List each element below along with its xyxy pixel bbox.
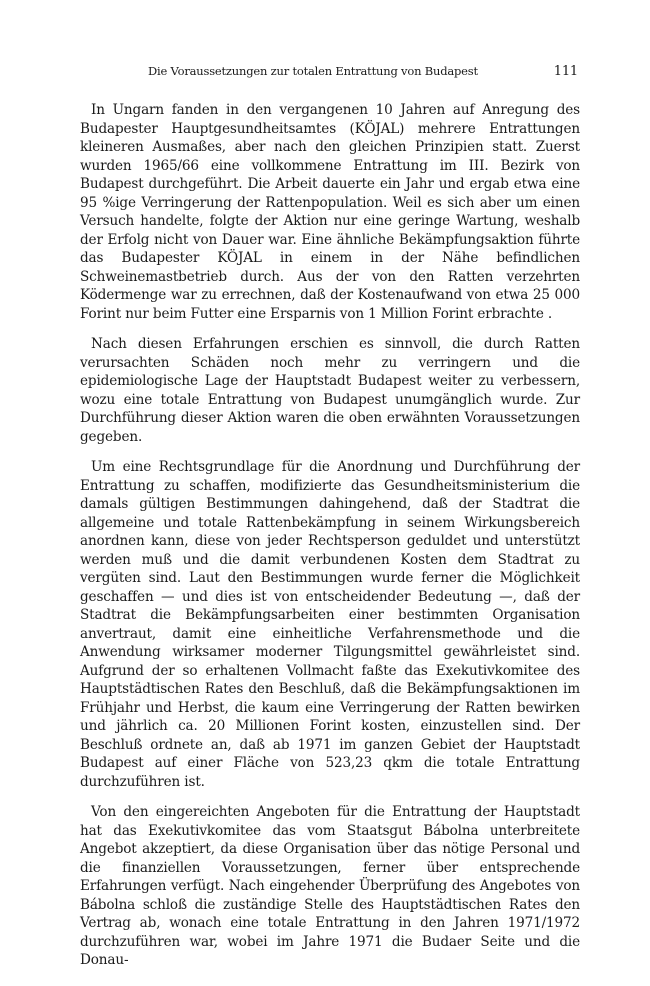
running-title: Die Voraussetzungen zur totalen Entrattung von Budapest xyxy=(148,64,478,78)
book-page xyxy=(80,64,580,982)
page-number: 111 xyxy=(553,64,578,79)
body-text xyxy=(80,101,580,970)
paragraph-1: In Ungarn fanden in den vergangenen 10 Jahren auf Anregung des Budapester Hauptgesundheitsamtes (KÖJAL) mehrere Entrattungen kleineren Ausmaßes, aber nach den gleichen Prinzipien statt. Zuerst wurden 1965/66 eine vollkommene Entrattung im III. Bezirk von Budapest durchgeführt. Die Arbeit dauerte ein Jahr und ergab etwa eine 95 %ige Verringerung der Rattenpopulation. Weil es sich aber um einen Versuch handelte, folgte der Aktion nur eine geringe Wartung, weshalb der Erfolg nicht von Dauer war. Eine ähnliche Bekämpfungsaktion führte das Budapester KÖJAL in einem in der Nähe befindlichen Schweinemastbetrieb durch. Aus der von den Ratten verzehrten Ködermenge war zu errechnen, daß der Kostenaufwand von etwa 25 000 Forint nur beim Futter eine Ersparnis von 1 Million Forint erbrachte . xyxy=(80,102,580,322)
paragraph-2: Nach diesen Erfahrungen erschien es sinnvoll, die durch Ratten verursachten Schäden noch mehr zu verringern und die epidemiologische Lage der Hauptstadt Budapest weiter zu verbessern, wozu eine totale Entrattung von Budapest unumgänglich wurde. Zur Durchführung dieser Aktion waren die oben erwähnten Voraussetzungen gegeben. xyxy=(80,336,580,445)
paragraph-4: Von den eingereichten Angeboten für die Entrattung der Hauptstadt hat das Exekutivkomitee das vom Staatsgut Bábolna unterbreitete Angebot akzeptiert, da diese Organisation über das nötige Personal und die finanziellen Voraussetzungen, ferner über entsprechende Erfahrungen verfügt. Nach eingehender Überprüfung des Angebotes von Bábolna schloß die zuständige Stelle des Hauptstädtischen Rates den Vertrag ab, wonach eine totale Entrattung in den Jahren 1971/1972 durchzuführen war, wobei im Jahre 1971 die Budaer Seite und die Donau- xyxy=(80,804,580,968)
running-head xyxy=(80,64,580,79)
paragraph-3: Um eine Rechtsgrundlage für die Anordnung und Durchführung der Entrattung zu schaffen, modifizierte das Gesundheitsministerium die damals gültigen Bestimmungen dahingehend, daß der Stadtrat die allgemeine und totale Rattenbekämpfung in seinem Wirkungsbereich anordnen kann, diese von jeder Rechtsperson geduldet und unterstützt werden muß und die damit verbundenen Kosten dem Stadtrat zu vergüten sind. Laut den Bestimmungen wurde ferner die Möglichkeit geschaffen — und dies ist von entscheidender Bedeutung —, daß der Stadtrat die Bekämpfungsarbeiten einer bestimmten Organisation anvertraut, damit eine einheitliche Verfahrensmethode und die Anwendung wirksamer moderner Tilgungsmittel gewährleistet sind. Aufgrund der so erhaltenen Vollmacht faßte das Exekutivkomitee des Hauptstädtischen Rates den Beschluß, daß die Bekämpfungsaktionen im Frühjahr und Herbst, die kaum eine Verringerung der Ratten bewirken und jährlich ca. 20 Millionen Forint kosten, einzustellen sind. Der Beschluß ordnete an, daß ab 1971 im ganzen Gebiet der Hauptstadt Budapest auf einer Fläche von 523,23 qkm die totale Entrattung durchzuführen ist. xyxy=(80,459,580,790)
